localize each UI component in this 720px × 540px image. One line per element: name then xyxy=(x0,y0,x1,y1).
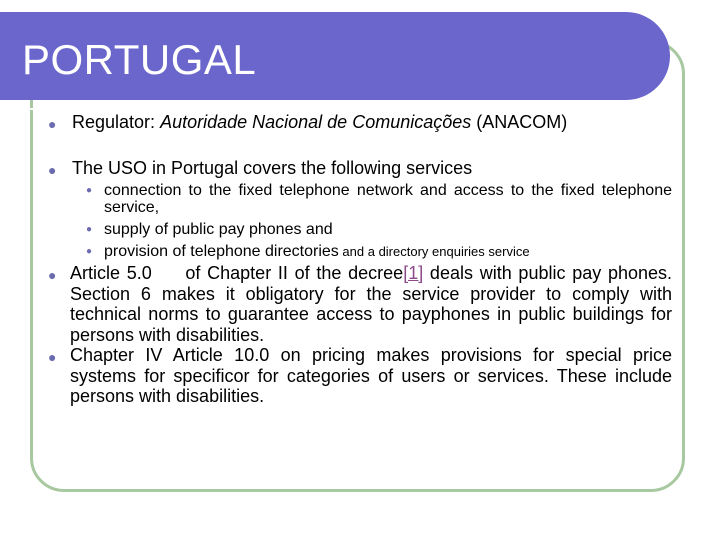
article-before: Article 5.0 of Chapter II of the decree xyxy=(70,263,404,283)
regulator-name: Autoridade Nacional de Comunicações xyxy=(160,112,472,132)
directories-small: and a directory enquiries service xyxy=(338,244,530,259)
bullet-icon: ● xyxy=(48,349,57,365)
uso-text: The USO in Portugal covers the following services xyxy=(72,158,473,178)
slide-title: PORTUGAL xyxy=(22,36,257,83)
bullet-icon: ● xyxy=(48,116,57,132)
bullet-icon: ● xyxy=(48,162,57,178)
article-after: deals with public pay phones. Section 6 makes it obligatory for the service provider to comply with technical norms to guarantee access to payphones in public buildings for persons with disabilities. xyxy=(70,263,678,345)
sub-bullet-icon: ● xyxy=(86,185,93,196)
sub-item-directories xyxy=(104,243,530,260)
regulator-label: Regulator: xyxy=(72,112,161,132)
article-text xyxy=(70,263,678,345)
directories-main: provision of telephone directories xyxy=(104,243,339,260)
title-underline xyxy=(30,108,636,110)
sub-item-connection: connection to the fixed telephone network and access to the fixed telephone service, xyxy=(104,182,672,216)
bullet-icon: ● xyxy=(48,267,57,283)
chapter-text: Chapter IV Article 10.0 on pricing makes provisions for special price systems for specificor for categories of users or services. These include persons with disabilities. xyxy=(70,345,672,406)
title-bar xyxy=(0,12,670,100)
sub-item-payphones: supply of public pay phones and xyxy=(104,221,333,238)
footnote-link[interactable]: [1] xyxy=(403,263,424,283)
regulator-suffix: (ANACOM) xyxy=(471,112,568,132)
regulator-text xyxy=(72,112,567,132)
sub-bullet-icon: ● xyxy=(86,246,93,257)
sub-bullet-icon: ● xyxy=(86,224,93,235)
